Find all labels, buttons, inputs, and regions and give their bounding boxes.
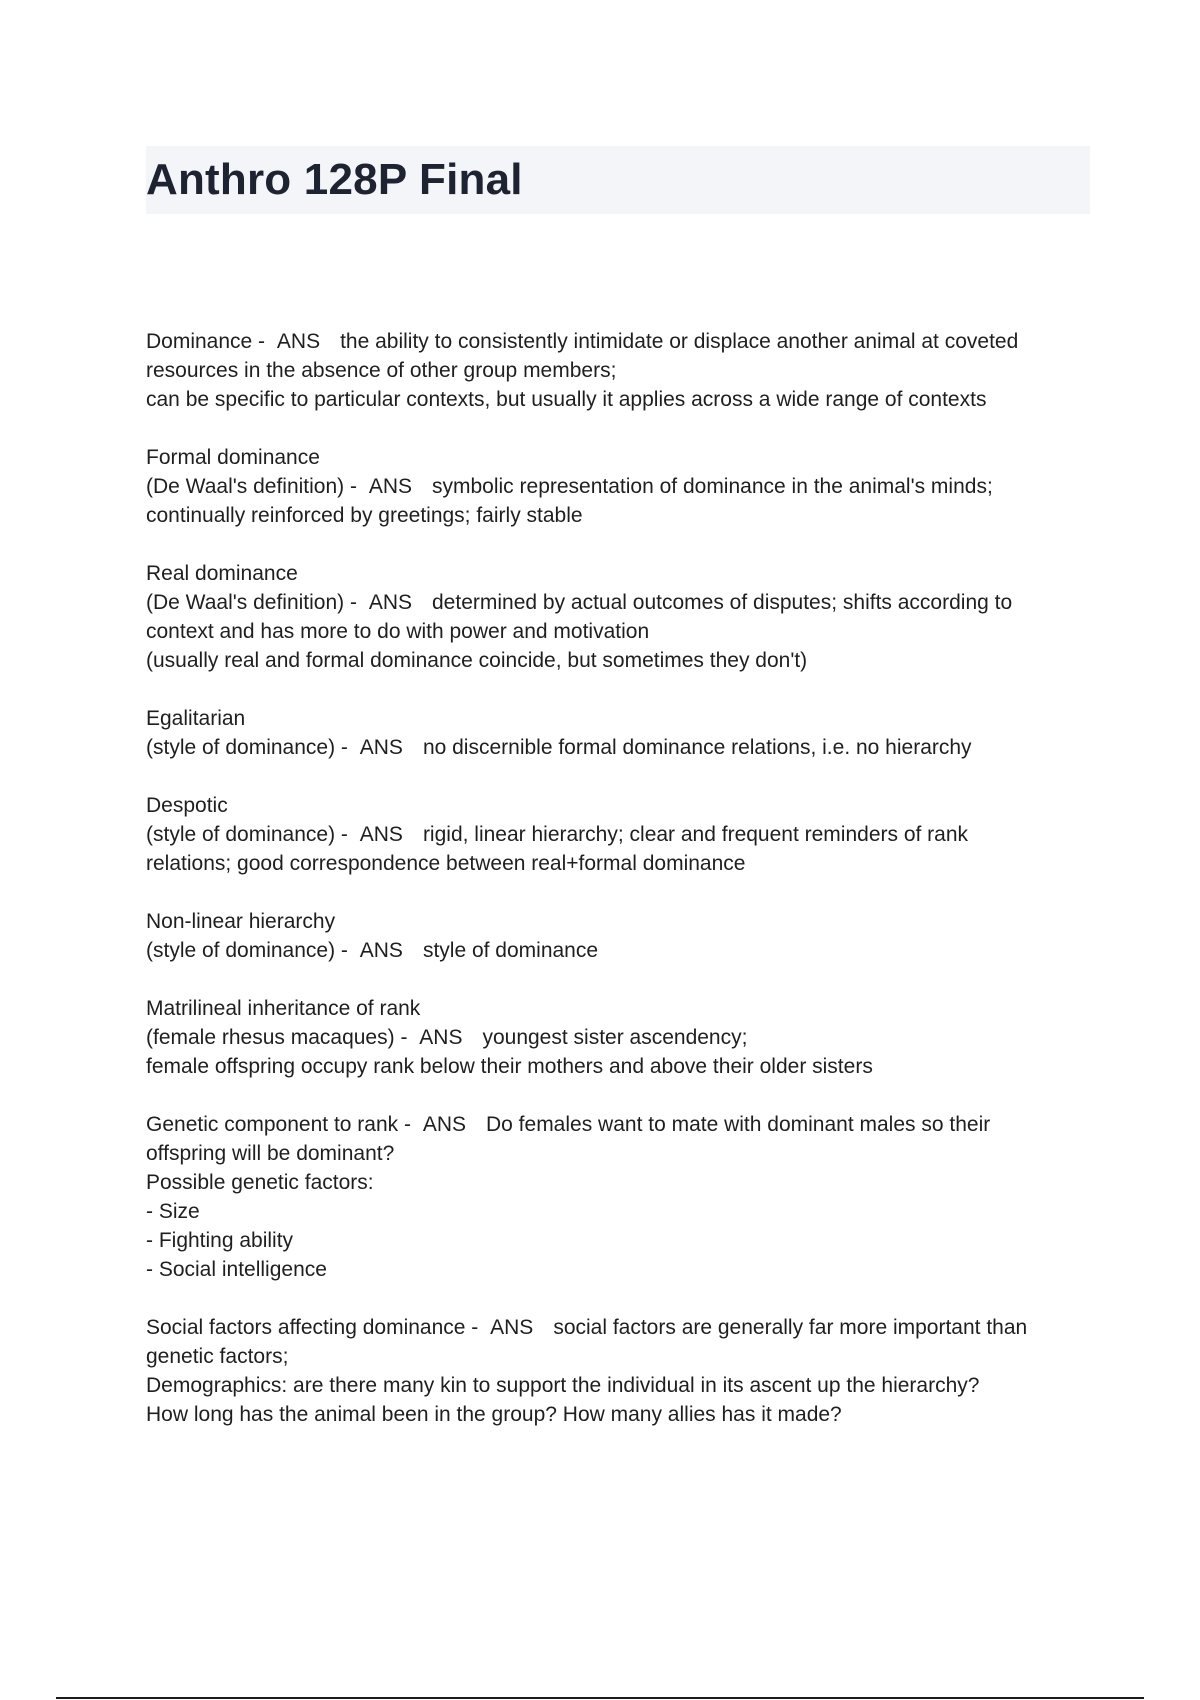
entry-term-heading: Formal dominance	[146, 446, 320, 469]
ans-marker: ANS	[422, 1113, 466, 1136]
entry-dominance	[146, 327, 1096, 414]
entry-list-item: - Size	[146, 1200, 200, 1223]
entry-first-line	[146, 327, 1096, 356]
entry-first-line	[146, 1023, 1096, 1052]
entry-definition-line: female offspring occupy rank below their mothers and above their older sisters	[146, 1055, 873, 1078]
entry-first-line	[146, 1313, 1096, 1342]
entry-egalitarian	[146, 704, 1096, 762]
entry-definition-line: can be specific to particular contexts, but usually it applies across a wide range of contexts	[146, 388, 987, 411]
entry-term: (style of dominance) -	[146, 736, 354, 759]
entry-first-line	[146, 472, 1096, 501]
footer-divider	[56, 1697, 1144, 1699]
entry-term-heading: Egalitarian	[146, 707, 246, 730]
entry-definition-line: genetic factors;	[146, 1345, 289, 1368]
entry-definition-line: continually reinforced by greetings; fairly stable	[146, 504, 583, 527]
entry-definition-line: Possible genetic factors:	[146, 1171, 374, 1194]
entry-list-item: - Fighting ability	[146, 1229, 294, 1252]
entry-term-heading: Matrilineal inheritance of rank	[146, 997, 421, 1020]
entry-definition-line: resources in the absence of other group members;	[146, 359, 617, 382]
entry-definition: social factors are generally far more important than	[553, 1316, 1028, 1339]
document-title: Anthro 128P Final	[146, 155, 523, 204]
entry-term: Genetic component to rank -	[146, 1113, 417, 1136]
entry-definition: no discernible formal dominance relations, i.e. no hierarchy	[422, 736, 972, 759]
entry-definition-line: relations; good correspondence between real+formal dominance	[146, 852, 746, 875]
entry-definition: youngest sister ascendency;	[482, 1026, 748, 1049]
entry-definition-line: (usually real and formal dominance coincide, but sometimes they don't)	[146, 649, 808, 672]
entry-definition: determined by actual outcomes of disputes; shifts according to	[432, 591, 1013, 614]
entry-genetic-component	[146, 1110, 1096, 1284]
entry-non-linear-hierarchy	[146, 907, 1096, 965]
ans-marker: ANS	[359, 939, 403, 962]
entry-term: Dominance -	[146, 330, 271, 353]
entry-term: (De Waal's definition) -	[146, 475, 363, 498]
entry-formal-dominance	[146, 443, 1096, 530]
entry-definition-line: Demographics: are there many kin to support the individual in its ascent up the hierarchy?	[146, 1374, 980, 1397]
entry-definition-line: context and has more to do with power and motivation	[146, 620, 650, 643]
entry-term-heading: Real dominance	[146, 562, 298, 585]
entry-definition: rigid, linear hierarchy; clear and frequent reminders of rank	[422, 823, 969, 846]
entry-term: (style of dominance) -	[146, 939, 354, 962]
entry-definition: Do females want to mate with dominant males so their	[486, 1113, 991, 1136]
entry-first-line	[146, 1110, 1096, 1139]
entry-first-line	[146, 936, 1096, 965]
entry-term: (De Waal's definition) -	[146, 591, 363, 614]
entry-definition-line: How long has the animal been in the group? How many allies has it made?	[146, 1403, 842, 1426]
entry-first-line	[146, 733, 1096, 762]
ans-marker: ANS	[359, 823, 403, 846]
ans-marker: ANS	[419, 1026, 463, 1049]
entry-definition: symbolic representation of dominance in the animal's minds;	[432, 475, 993, 498]
entry-definition: style of dominance	[422, 939, 599, 962]
entry-first-line	[146, 820, 1096, 849]
entry-definition-line: offspring will be dominant?	[146, 1142, 395, 1165]
ans-marker: ANS	[368, 591, 412, 614]
entry-real-dominance	[146, 559, 1096, 675]
entry-despotic	[146, 791, 1096, 878]
entry-matrilineal-inheritance	[146, 994, 1096, 1081]
entry-term: (style of dominance) -	[146, 823, 354, 846]
ans-marker: ANS	[276, 330, 321, 353]
entry-first-line	[146, 588, 1096, 617]
entry-social-factors	[146, 1313, 1096, 1429]
entry-definition: the ability to consistently intimidate or displace another animal at coveted	[340, 330, 1019, 353]
entry-list-item: - Social intelligence	[146, 1258, 327, 1281]
entry-term-heading: Despotic	[146, 794, 228, 817]
ans-marker: ANS	[368, 475, 412, 498]
flashcard-list	[146, 327, 1096, 1458]
ans-marker: ANS	[490, 1316, 534, 1339]
ans-marker: ANS	[359, 736, 403, 759]
entry-term: (female rhesus macaques) -	[146, 1026, 414, 1049]
entry-term: Social factors affecting dominance -	[146, 1316, 485, 1339]
entry-term-heading: Non-linear hierarchy	[146, 910, 336, 933]
